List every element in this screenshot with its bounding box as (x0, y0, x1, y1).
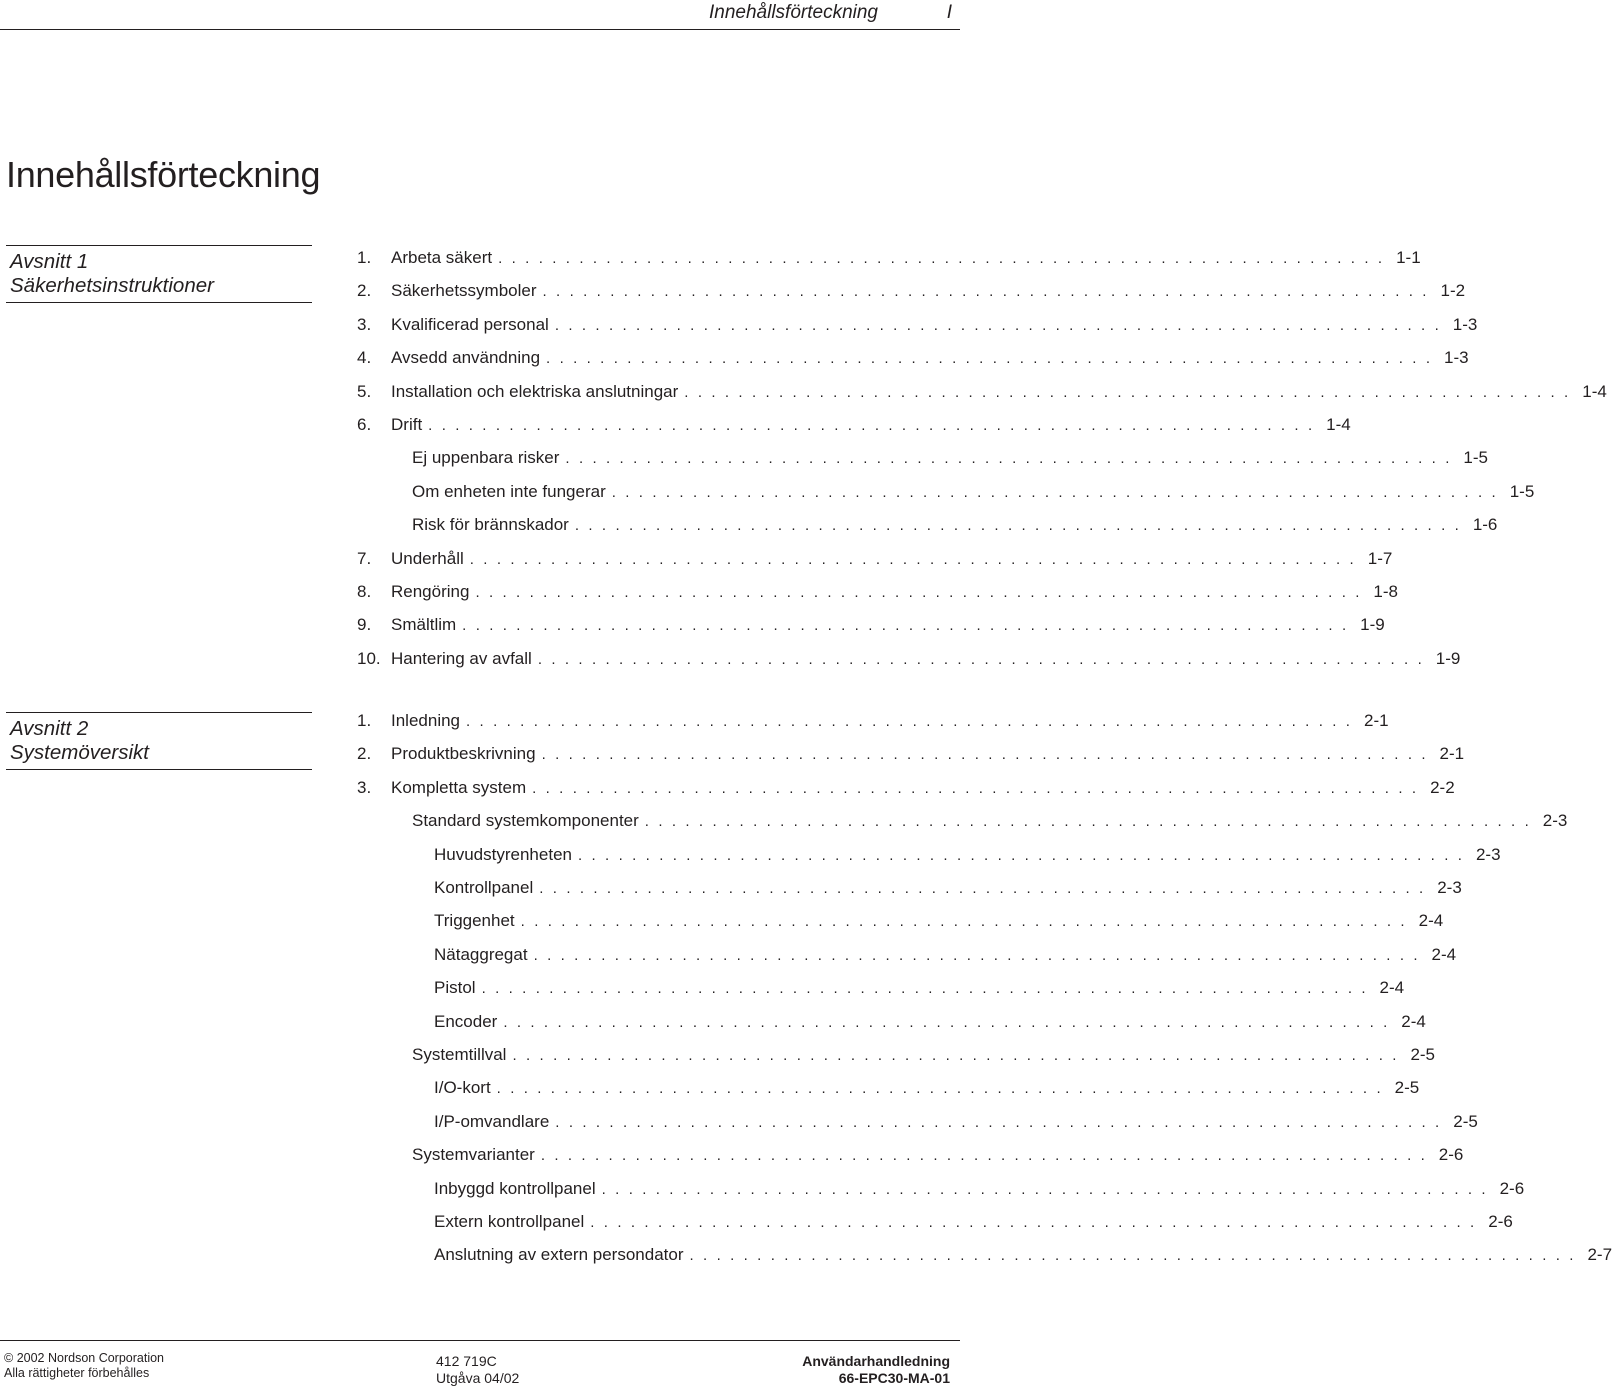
toc-entry[interactable] (357, 709, 1389, 733)
footer-doc-number: 412 719C (436, 1353, 497, 1369)
dot-leader: . . . . . . . . . . . . . . . . . . . . . . . . . . . . . . . . . . . . . . . . . . . . . . . . . . . . . . . . . . . . . . . . . . (577, 847, 1465, 864)
toc-entry[interactable] (357, 776, 1455, 800)
toc-entry-page: 1-8 (1373, 582, 1398, 601)
toc-entry[interactable] (357, 1010, 1426, 1034)
toc-entry-page: 1-1 (1396, 248, 1421, 267)
toc-entry-label: Säkerhetssymboler (391, 281, 537, 300)
toc-entry-page: 1-4 (1326, 415, 1351, 434)
toc-entry[interactable] (357, 809, 1568, 833)
toc-entry[interactable] (357, 513, 1498, 537)
footer-part-number: 66-EPC30-MA-01 (838, 1370, 950, 1386)
dot-leader: . . . . . . . . . . . . . . . . . . . . . . . . . . . . . . . . . . . . . . . . . . . . . . . . . . . . . . . . . . . . . . . . . . (554, 317, 1442, 334)
toc-entry[interactable] (357, 313, 1478, 337)
toc-entry-page: 2-2 (1430, 778, 1455, 797)
toc-entry-label: Installation och elektriska anslutningar (391, 382, 679, 401)
footer-rule (0, 1340, 960, 1341)
toc-entry-label: Huvudstyrenheten (434, 845, 572, 864)
toc-entry-label: Inledning (391, 711, 461, 730)
toc-entry[interactable] (357, 647, 1461, 671)
toc-entry-number: 5. (357, 382, 372, 401)
toc-entry-label: Arbeta säkert (391, 248, 493, 267)
toc-entry-label: Produktbeskrivning (391, 744, 536, 763)
toc-entry-page: 2-4 (1418, 911, 1444, 930)
section-1-number: Avsnitt 1 (10, 250, 89, 273)
toc-entry-page: 2-1 (1439, 744, 1465, 763)
toc-entry-page: 2-5 (1394, 1078, 1420, 1097)
running-header (0, 0, 960, 30)
toc-entry-number: 8. (357, 582, 372, 601)
toc-entry-page: 2-5 (1410, 1045, 1436, 1064)
toc-entry-number: 1. (357, 711, 372, 730)
footer-middle (436, 1353, 519, 1387)
toc-entry-label: Ej uppenbara risker (412, 448, 560, 467)
dot-leader: . . . . . . . . . . . . . . . . . . . . . . . . . . . . . . . . . . . . . . . . . . . . . . . . . . . . . . . . . . . . . . . . . . (428, 417, 1315, 434)
toc-entry-page: 2-1 (1363, 711, 1389, 730)
toc-entry-page: 2-4 (1431, 945, 1457, 964)
toc-entry[interactable] (357, 480, 1535, 504)
footer-manual-type: Användarhandledning (802, 1353, 950, 1369)
toc-entry-page: 2-3 (1542, 811, 1568, 830)
dot-leader: . . . . . . . . . . . . . . . . . . . . . . . . . . . . . . . . . . . . . . . . . . . . . . . . . . . . . . . . . . . . . . . . . . (462, 617, 1349, 634)
header-rule (0, 29, 960, 30)
toc-entry-page: 2-4 (1379, 978, 1405, 997)
toc-entry-label: I/P-omvandlare (434, 1112, 550, 1131)
copyright-icon: © (4, 1351, 14, 1365)
dot-leader: . . . . . . . . . . . . . . . . . . . . . . . . . . . . . . . . . . . . . . . . . . . . . . . . . . . . . . . . . . . . . . . . . . (689, 1247, 1577, 1264)
toc-entry-page: 2-5 (1453, 1112, 1478, 1131)
section-2-number: Avsnitt 2 (10, 717, 89, 740)
toc-entry-label: Encoder (434, 1012, 498, 1031)
section-2-label (6, 712, 312, 770)
toc-entry-page: 2-3 (1475, 845, 1501, 864)
toc-entry-number: 2. (357, 281, 372, 300)
toc-entry-label: Kompletta system (391, 778, 527, 797)
toc-entry[interactable] (357, 909, 1444, 933)
toc-entry-label: Inbyggd kontrollpanel (434, 1179, 596, 1198)
footer-rights: Alla rättigheter förbehålles (4, 1366, 150, 1380)
toc-entry-page: 2-6 (1499, 1179, 1525, 1198)
toc-entry-page: 1-2 (1440, 281, 1466, 300)
toc-entry-number: 3. (357, 315, 372, 334)
toc-entry-page: 2-6 (1488, 1212, 1513, 1231)
toc-entry-page: 1-7 (1367, 549, 1393, 568)
footer-right (802, 1353, 950, 1387)
toc-entry-label: Pistol (434, 978, 476, 997)
dot-leader: . . . . . . . . . . . . . . . . . . . . . . . . . . . . . . . . . . . . . . . . . . . . . . . . . . . . . . . . . . . . . . . . . . (498, 250, 1385, 267)
toc-entry-page: 2-6 (1438, 1145, 1464, 1164)
toc-entry-page: 1-3 (1452, 315, 1478, 334)
toc-entry-page: 2-4 (1401, 1012, 1426, 1031)
dot-leader: . . . . . . . . . . . . . . . . . . . . . . . . . . . . . . . . . . . . . . . . . . . . . . . . . . . . . . . . . . . . . . . . . . (520, 913, 1408, 930)
section-1-title: Säkerhetsinstruktioner (10, 274, 214, 297)
toc-entry-label: Nätaggregat (434, 945, 528, 964)
dot-leader: . . . . . . . . . . . . . . . . . . . . . . . . . . . . . . . . . . . . . . . . . . . . . . . . . . . . . . . . . . . . . . . . . . (537, 651, 1425, 668)
toc-entry[interactable] (357, 279, 1466, 303)
dot-leader: . . . . . . . . . . . . . . . . . . . . . . . . . . . . . . . . . . . . . . . . . . . . . . . . . . . . . . . . . . . . . . . . . . (539, 880, 1426, 897)
toc-entry-page: 2-7 (1587, 1245, 1612, 1264)
toc-entry-number: 7. (357, 549, 372, 568)
toc-entry-label: Om enheten inte fungerar (412, 482, 606, 501)
toc-entry-label: Triggenhet (434, 911, 515, 930)
dot-leader: . . . . . . . . . . . . . . . . . . . . . . . . . . . . . . . . . . . . . . . . . . . . . . . . . . . . . . . . . . . . . . . . . . (611, 484, 1499, 501)
dot-leader: . . . . . . . . . . . . . . . . . . . . . . . . . . . . . . . . . . . . . . . . . . . . . . . . . . . . . . . . . . . . . . . . . . (496, 1080, 1384, 1097)
dot-leader: . . . . . . . . . . . . . . . . . . . . . . . . . . . . . . . . . . . . . . . . . . . . . . . . . . . . . . . . . . . . . . . . . . (644, 813, 1532, 830)
dot-leader: . . . . . . . . . . . . . . . . . . . . . . . . . . . . . . . . . . . . . . . . . . . . . . . . . . . . . . . . . . . . . . . . . . (469, 551, 1357, 568)
dot-leader: . . . . . . . . . . . . . . . . . . . . . . . . . . . . . . . . . . . . . . . . . . . . . . . . . . . . . . . . . . . . . . . . . . (601, 1181, 1489, 1198)
toc-entry-label: Avsedd användning (391, 348, 541, 367)
dot-leader: . . . . . . . . . . . . . . . . . . . . . . . . . . . . . . . . . . . . . . . . . . . . . . . . . . . . . . . . . . . . . . . . . . (532, 780, 1419, 797)
toc-entry-page: 1-6 (1472, 515, 1498, 534)
toc-entry-label: I/O-kort (434, 1078, 491, 1097)
section-2-title: Systemöversikt (10, 741, 149, 764)
toc-entry[interactable] (357, 1177, 1525, 1201)
dot-leader: . . . . . . . . . . . . . . . . . . . . . . . . . . . . . . . . . . . . . . . . . . . . . . . . . . . . . . . . . . . . . . . . . . (503, 1014, 1390, 1031)
toc-entry-label: Systemtillval (412, 1045, 507, 1064)
toc-entry-label: Rengöring (391, 582, 470, 601)
toc-entry-label: Hantering av avfall (391, 649, 532, 668)
toc-entry-page: 1-5 (1509, 482, 1535, 501)
toc-entry-label: Standard systemkomponenter (412, 811, 639, 830)
dot-leader: . . . . . . . . . . . . . . . . . . . . . . . . . . . . . . . . . . . . . . . . . . . . . . . . . . . . . . . . . . . . . . . . . . (542, 283, 1430, 300)
toc-entry[interactable] (357, 346, 1469, 370)
toc-entry-label: Kontrollpanel (434, 878, 534, 897)
toc-entry[interactable] (357, 843, 1501, 867)
dot-leader: . . . . . . . . . . . . . . . . . . . . . . . . . . . . . . . . . . . . . . . . . . . . . . . . . . . . . . . . . . . . . . . . . . (466, 713, 1353, 730)
toc-entry[interactable] (357, 613, 1385, 637)
footer-left (4, 1351, 164, 1381)
toc-entry-number: 10. (357, 649, 381, 668)
header-title: Innehållsförteckning (709, 2, 878, 23)
toc-entry-label: Risk för brännskador (412, 515, 569, 534)
toc-entry-number: 3. (357, 778, 372, 797)
toc-entry-number: 4. (357, 348, 372, 367)
page-title: Innehållsförteckning (6, 154, 321, 195)
footer-copyright: 2002 Nordson Corporation (13, 1351, 165, 1365)
toc-entry-number: 9. (357, 615, 372, 634)
toc-entry[interactable] (357, 1210, 1513, 1234)
toc-entry[interactable] (357, 1110, 1478, 1134)
toc-entry[interactable] (357, 742, 1465, 766)
toc-entry-page: 2-3 (1437, 878, 1462, 897)
toc-entry[interactable] (357, 580, 1398, 604)
toc-entry[interactable] (357, 1076, 1420, 1100)
dot-leader: . . . . . . . . . . . . . . . . . . . . . . . . . . . . . . . . . . . . . . . . . . . . . . . . . . . . . . . . . . . . . . . . . . (512, 1047, 1400, 1064)
toc-entry[interactable] (357, 413, 1351, 437)
toc-entry-page: 1-3 (1444, 348, 1469, 367)
toc-entry[interactable] (357, 380, 1607, 404)
toc-entry[interactable] (357, 876, 1462, 900)
toc-entry[interactable] (357, 976, 1405, 1000)
dot-leader: . . . . . . . . . . . . . . . . . . . . . . . . . . . . . . . . . . . . . . . . . . . . . . . . . . . . . . . . . . . . . . . . . . (540, 1147, 1428, 1164)
toc-entry-page: 1-9 (1360, 615, 1385, 634)
toc-entry-label: Underhåll (391, 549, 464, 568)
header-page-number: I (946, 2, 952, 23)
toc-entry-number: 6. (357, 415, 372, 434)
dot-leader: . . . . . . . . . . . . . . . . . . . . . . . . . . . . . . . . . . . . . . . . . . . . . . . . . . . . . . . . . . . . . . . . . . (574, 517, 1462, 534)
toc-entry-label: Drift (391, 415, 423, 434)
dot-leader: . . . . . . . . . . . . . . . . . . . . . . . . . . . . . . . . . . . . . . . . . . . . . . . . . . . . . . . . . . . . . . . . . . (565, 450, 1452, 467)
toc-entry-label: Anslutning av extern persondator (434, 1245, 684, 1264)
toc-entry[interactable] (357, 943, 1457, 967)
section-1-label (6, 245, 312, 303)
toc-entry-page: 1-5 (1463, 448, 1488, 467)
toc-entry[interactable] (357, 547, 1393, 571)
toc-entry-number: 2. (357, 744, 372, 763)
toc-entry-page: 1-4 (1582, 382, 1607, 401)
toc-entry[interactable] (357, 1143, 1464, 1167)
dot-leader: . . . . . . . . . . . . . . . . . . . . . . . . . . . . . . . . . . . . . . . . . . . . . . . . . . . . . . . . . . . . . . . . . . (590, 1214, 1477, 1231)
toc-entry-label: Kvalificerad personal (391, 315, 549, 334)
dot-leader: . . . . . . . . . . . . . . . . . . . . . . . . . . . . . . . . . . . . . . . . . . . . . . . . . . . . . . . . . . . . . . . . . . (555, 1114, 1442, 1131)
toc-entry-number: 1. (357, 248, 372, 267)
toc-entry-label: Extern kontrollpanel (434, 1212, 585, 1231)
toc-entry-label: Smältlim (391, 615, 457, 634)
dot-leader: . . . . . . . . . . . . . . . . . . . . . . . . . . . . . . . . . . . . . . . . . . . . . . . . . . . . . . . . . . . . . . . . . . (546, 350, 1433, 367)
toc-entry-label: Systemvarianter (412, 1145, 535, 1164)
footer-edition: Utgåva 04/02 (436, 1370, 520, 1386)
toc-entry[interactable] (357, 246, 1421, 270)
toc-entry-page: 1-9 (1435, 649, 1461, 668)
toc-entry[interactable] (357, 1043, 1436, 1067)
dot-leader: . . . . . . . . . . . . . . . . . . . . . . . . . . . . . . . . . . . . . . . . . . . . . . . . . . . . . . . . . . . . . . . . . . (475, 584, 1362, 601)
page-footer (0, 1340, 960, 1385)
dot-leader: . . . . . . . . . . . . . . . . . . . . . . . . . . . . . . . . . . . . . . . . . . . . . . . . . . . . . . . . . . . . . . . . . . (541, 746, 1429, 763)
dot-leader: . . . . . . . . . . . . . . . . . . . . . . . . . . . . . . . . . . . . . . . . . . . . . . . . . . . . . . . . . . . . . . . . . . (533, 947, 1421, 964)
dot-leader: . . . . . . . . . . . . . . . . . . . . . . . . . . . . . . . . . . . . . . . . . . . . . . . . . . . . . . . . . . . . . . . . . . (481, 980, 1369, 997)
dot-leader: . . . . . . . . . . . . . . . . . . . . . . . . . . . . . . . . . . . . . . . . . . . . . . . . . . . . . . . . . . . . . . . . . . (684, 384, 1571, 401)
toc-entry[interactable] (357, 446, 1488, 470)
toc-entry[interactable] (357, 1243, 1612, 1267)
